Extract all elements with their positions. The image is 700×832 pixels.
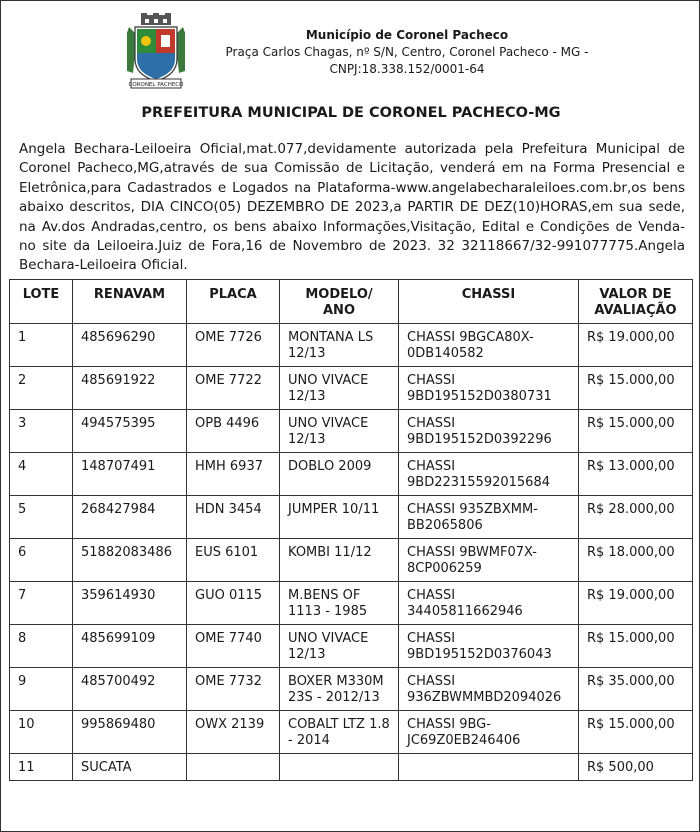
cell-modelo-ano: UNO VIVACE 12/13 (280, 410, 399, 453)
cell-chassi: CHASSI 9BD22315592015684 (399, 453, 579, 496)
cell-valor: R$ 15.000,00 (579, 625, 693, 668)
cell-lote: 5 (10, 496, 73, 539)
cell-chassi: CHASSI 935ZBXMM- BB2065806 (399, 496, 579, 539)
cell-lote: 3 (10, 410, 73, 453)
cell-lote: 2 (10, 367, 73, 410)
table-row (10, 582, 693, 625)
table-row (10, 625, 693, 668)
table-row (10, 410, 693, 453)
table-row (10, 453, 693, 496)
cell-renavam: 485691922 (73, 367, 187, 410)
column-header-placa: PLACA (187, 280, 280, 324)
cell-placa (187, 754, 280, 781)
cell-modelo-ano: JUMPER 10/11 (280, 496, 399, 539)
table-row (10, 539, 693, 582)
cell-valor: R$ 13.000,00 (579, 453, 693, 496)
municipality-address: Praça Carlos Chagas, nº S/N, Centro, Coronel Pacheco - MG - (225, 45, 589, 59)
cell-renavam: 148707491 (73, 453, 187, 496)
cell-renavam: 485696290 (73, 324, 187, 367)
table-row (10, 496, 693, 539)
auction-lots-table (9, 279, 693, 781)
cell-chassi: CHASSI 9BG- JC69Z0EB246406 (399, 711, 579, 754)
cell-placa: EUS 6101 (187, 539, 280, 582)
cell-valor: R$ 18.000,00 (579, 539, 693, 582)
cell-renavam: 359614930 (73, 582, 187, 625)
crest-banner-text: CORONEL PACHECO (128, 82, 184, 88)
cell-renavam: 51882083486 (73, 539, 187, 582)
cell-valor: R$ 15.000,00 (579, 410, 693, 453)
cell-modelo-ano: DOBLO 2009 (280, 453, 399, 496)
cell-placa: OME 7726 (187, 324, 280, 367)
document-title: PREFEITURA MUNICIPAL DE CORONEL PACHECO-MG (141, 105, 561, 121)
cell-lote: 8 (10, 625, 73, 668)
cell-placa: GUO 0115 (187, 582, 280, 625)
cell-modelo-ano: MONTANA LS 12/13 (280, 324, 399, 367)
table-row (10, 668, 693, 711)
cell-lote: 6 (10, 539, 73, 582)
cell-placa: OWX 2139 (187, 711, 280, 754)
cell-valor: R$ 15.000,00 (579, 367, 693, 410)
municipality-cnpj: CNPJ:18.338.152/0001-64 (329, 62, 485, 76)
cell-lote: 11 (10, 754, 73, 781)
column-header-modelo-ano: MODELO/ ANO (280, 280, 399, 324)
cell-lote: 9 (10, 668, 73, 711)
cell-placa: HDN 3454 (187, 496, 280, 539)
table-row (10, 324, 693, 367)
cell-placa: OPB 4496 (187, 410, 280, 453)
letterhead-text (217, 27, 597, 78)
auction-notice-text: Angela Bechara-Leiloeira Oficial,mat.077,devidamente autorizada pela Prefeitura Municipal de Coronel Pacheco,MG,através de sua Comissão de Licitação, venderá em na Forma Presencial e Eletrônica,para Cadastrados e Logados na Plataforma-www.angelabecharaleiloes.com.br,os bens abaixo descritos, DIA CINCO(05) DEZEMBRO DE 2023,a PARTIR DE DEZ(10)HORAS,em sua sede, na Av.dos Andradas,centro, os bens abaixo Informações,Visitação, Edital e Condições de Venda- no site da Leiloeira.Juiz de Fora,16 de Novembro de 2023. 32 32118667/32-991077775.Angela Bechara-Leiloeira Oficial. (19, 141, 685, 274)
cell-chassi: CHASSI 9BGCA80X- 0DB140582 (399, 324, 579, 367)
table-body (10, 324, 693, 781)
cell-lote: 10 (10, 711, 73, 754)
cell-renavam: 485699109 (73, 625, 187, 668)
column-header-chassi: CHASSI (399, 280, 579, 324)
cell-placa: OME 7732 (187, 668, 280, 711)
cell-placa: HMH 6937 (187, 453, 280, 496)
cell-valor: R$ 19.000,00 (579, 324, 693, 367)
cell-placa: OME 7740 (187, 625, 280, 668)
cell-renavam: 995869480 (73, 711, 187, 754)
cell-modelo-ano (280, 754, 399, 781)
table-row (10, 754, 693, 781)
cell-modelo-ano: M.BENS OF 1113 - 1985 (280, 582, 399, 625)
cell-placa: OME 7722 (187, 367, 280, 410)
cell-lote: 4 (10, 453, 73, 496)
cell-renavam: SUCATA (73, 754, 187, 781)
cell-renavam: 268427984 (73, 496, 187, 539)
cell-renavam: 494575395 (73, 410, 187, 453)
table-header-row (10, 280, 693, 324)
column-header-lote: LOTE (10, 280, 73, 324)
cell-chassi: CHASSI 9BD195152D0380731 (399, 367, 579, 410)
cell-modelo-ano: BOXER M330M 23S - 2012/13 (280, 668, 399, 711)
cell-renavam: 485700492 (73, 668, 187, 711)
municipal-crest-icon (123, 13, 189, 91)
cell-chassi: CHASSI 9BD195152D0376043 (399, 625, 579, 668)
table-row (10, 711, 693, 754)
cell-valor: R$ 19.000,00 (579, 582, 693, 625)
cell-valor: R$ 35.000,00 (579, 668, 693, 711)
cell-valor: R$ 15.000,00 (579, 711, 693, 754)
crest-crown (141, 13, 171, 25)
cell-chassi: CHASSI 936ZBWMMBD2094026 (399, 668, 579, 711)
cell-lote: 7 (10, 582, 73, 625)
cell-modelo-ano: UNO VIVACE 12/13 (280, 367, 399, 410)
cell-modelo-ano: KOMBI 11/12 (280, 539, 399, 582)
letterhead (1, 9, 700, 89)
cell-modelo-ano: UNO VIVACE 12/13 (280, 625, 399, 668)
cell-chassi: CHASSI 9BD195152D0392296 (399, 410, 579, 453)
cell-chassi (399, 754, 579, 781)
cell-lote: 1 (10, 324, 73, 367)
column-header-renavam: RENAVAM (73, 280, 187, 324)
cell-chassi: CHASSI 34405811662946 (399, 582, 579, 625)
cell-valor: R$ 28.000,00 (579, 496, 693, 539)
cell-modelo-ano: COBALT LTZ 1.8 - 2014 (280, 711, 399, 754)
cell-valor: R$ 500,00 (579, 754, 693, 781)
column-header-valor: VALOR DE AVALIAÇÃO (579, 280, 693, 324)
table-row (10, 367, 693, 410)
municipality-name: Município de Coronel Pacheco (305, 28, 509, 42)
cell-chassi: CHASSI 9BWMF07X- 8CP006259 (399, 539, 579, 582)
